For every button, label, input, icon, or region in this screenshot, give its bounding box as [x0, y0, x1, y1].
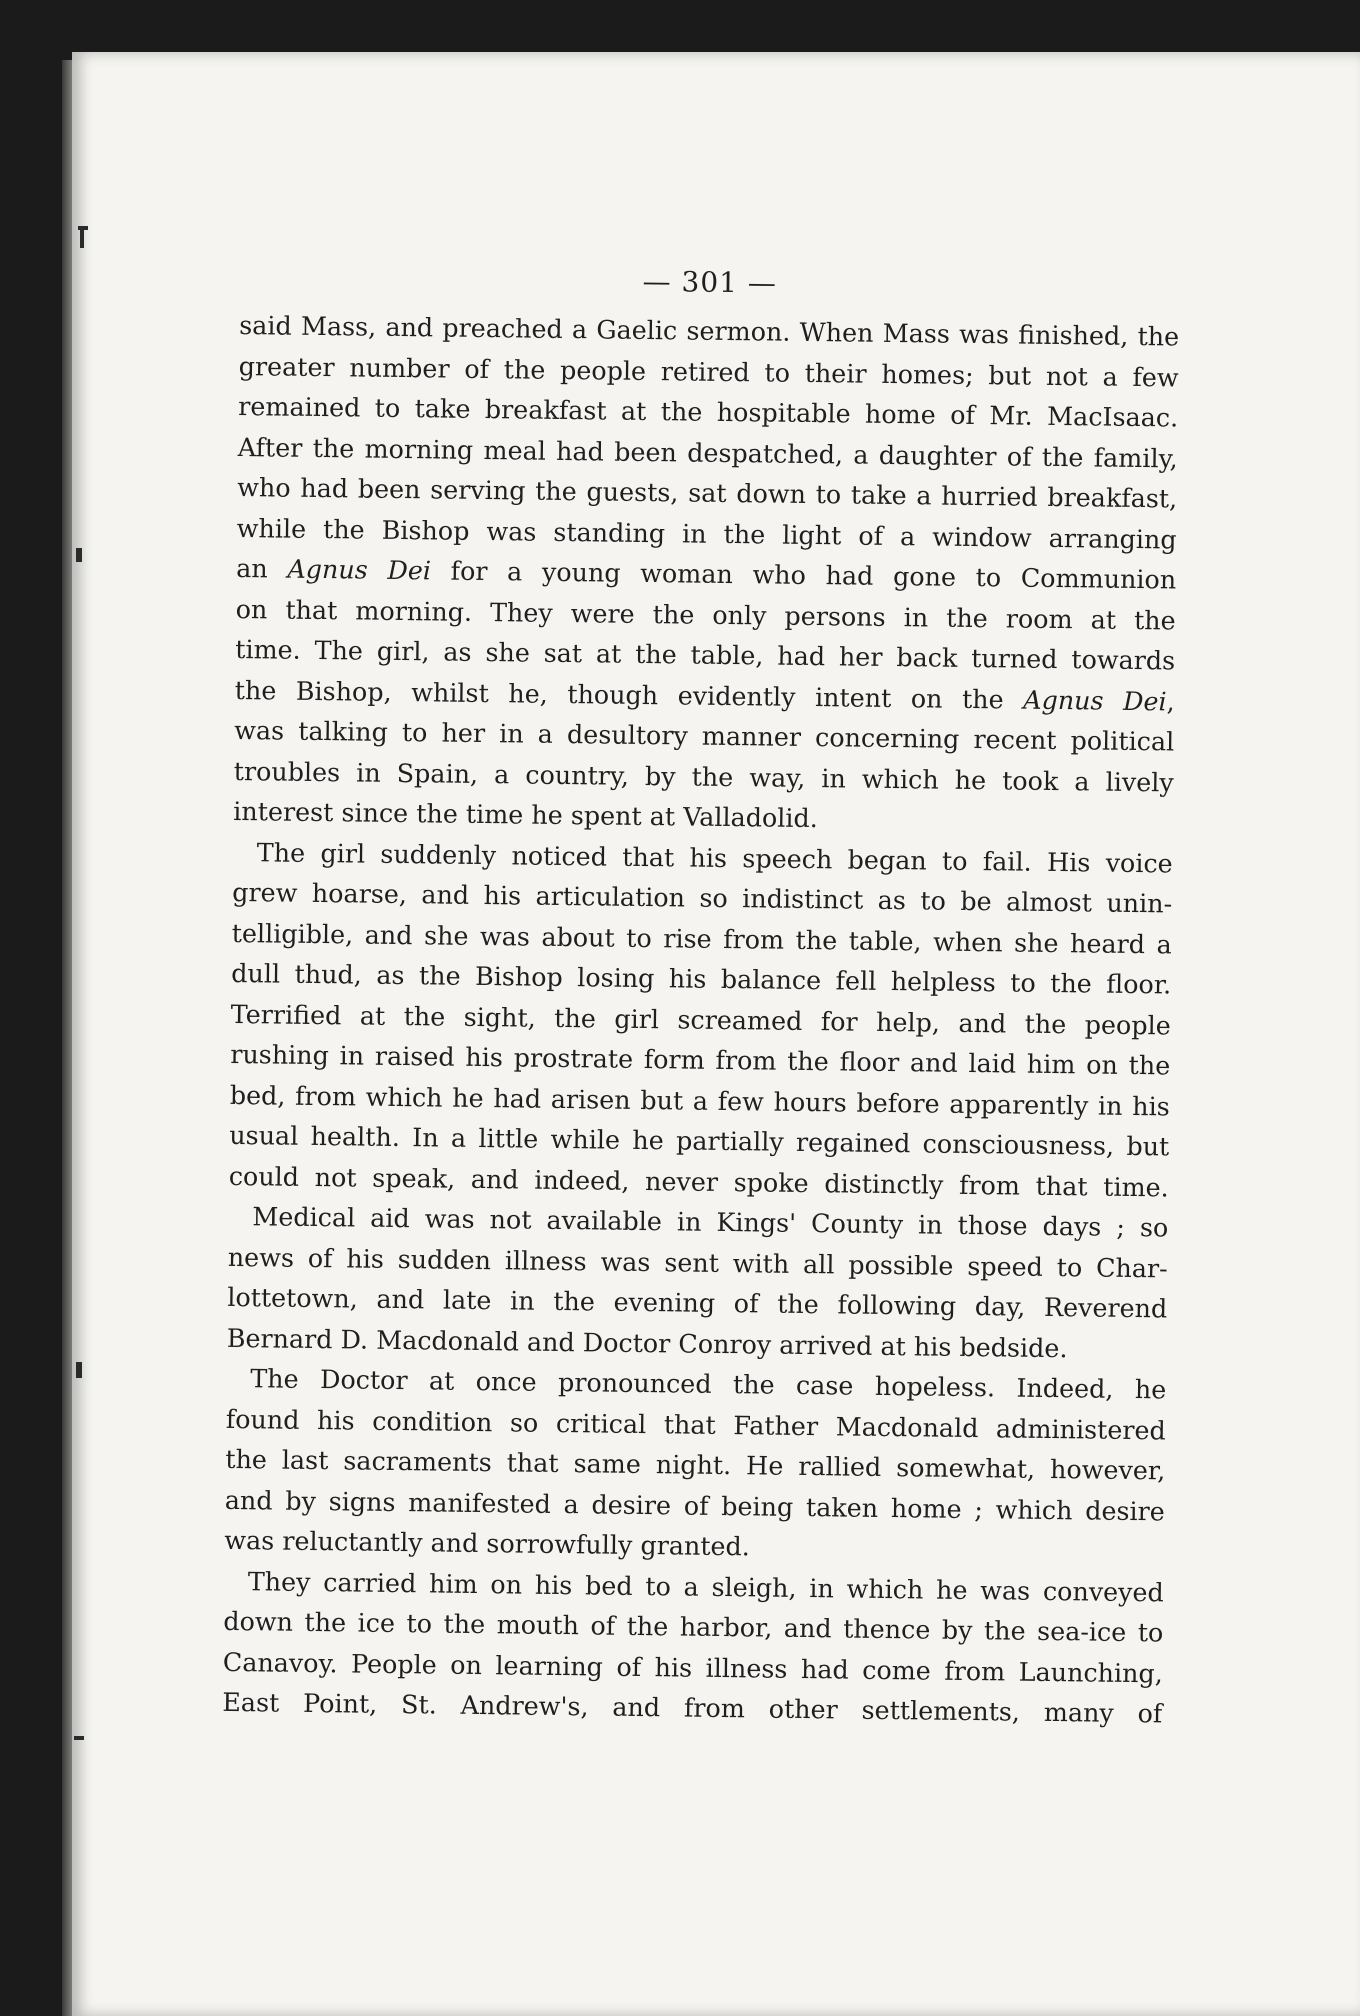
text-line: was reluctantly and sorrowfully granted. [224, 1524, 751, 1562]
margin-mark [80, 230, 84, 248]
italic-phrase: Agnus Dei [1023, 684, 1167, 716]
paragraph-5 [222, 1560, 1164, 1733]
text-line: Medical aid was not available in Kings' County in those days ; so [252, 1201, 1169, 1243]
text-line: The girl suddenly noticed that his speech began to fail. His voice [256, 836, 1173, 878]
text-line: Canavoy. People on learning of his illness had come from Launching, [222, 1646, 1163, 1688]
text-line: was talking to her in a desultory manner concerning recent political [234, 714, 1175, 757]
italic-phrase: Agnus Dei [287, 553, 432, 586]
text-line: while the Bishop was standing in the light of a window arranging [236, 512, 1177, 554]
text-line: East Point, St. Andrew's, and from other settlements, many of [222, 1686, 1163, 1729]
text-line: usual health. In a little while he partially regained consciousness, but [229, 1119, 1170, 1162]
text-line: down the ice to the mouth of the harbor, and thence by the sea-ice to [223, 1605, 1164, 1648]
text-line: who had been serving the guests, sat down to take a hurried breakfast, [237, 471, 1178, 514]
text-line: the last sacraments that same night. He rallied somewhat, however, [225, 1443, 1166, 1486]
paragraph-4 [224, 1358, 1166, 1572]
paragraph-2 [229, 831, 1173, 1207]
text-line: and by signs manifested a desire of being taken home ; which desire [224, 1484, 1165, 1526]
text-line: could not speak, and indeed, never spoke distinctly from that time. [228, 1160, 1169, 1202]
text-line: telligible, and she was about to rise from the table, when she heard a [231, 917, 1172, 959]
text-line: troubles in Spain, a country, by the way, in which he took a lively [233, 755, 1174, 797]
text-line: on that morning. They were the only persons in the room at the [235, 593, 1176, 635]
text-line: dull thud, as the Bishop losing his balance fell helpless to the floor. [231, 957, 1172, 1000]
text-line: an Agnus Dei for a young woman who had gone to Communion [236, 552, 1177, 595]
text-line: lottetown, and late in the evening of the following day, Reverend [227, 1281, 1168, 1324]
text-line: After the morning meal had been despatched, a daughter of the family, [237, 431, 1178, 473]
text-line: The Doctor at once pronounced the case hopeless. Indeed, he [250, 1363, 1167, 1405]
margin-mark [74, 1736, 84, 1740]
text-line: rushing in raised his prostrate form from the floor and laid him on the [230, 1038, 1171, 1081]
text-line: Terrified at the sight, the girl screamed for help, and the people [230, 998, 1171, 1040]
text-line: Bernard D. Macdonald and Doctor Conroy arrived at his bedside. [226, 1322, 1068, 1363]
text-line: found his condition so critical that Father Macdonald administered [225, 1403, 1166, 1445]
margin-mark [76, 1362, 82, 1378]
page-number: — 301 — [642, 264, 778, 300]
text-line: said Mass, and preached a Gaelic sermon. When Mass was finished, the [239, 309, 1180, 352]
text-line: time. The girl, as she sat at the table, had her back turned towards [235, 633, 1176, 676]
text-line: They carried him on his bed to a sleigh, in which he was conveyed [247, 1565, 1164, 1607]
text-line: bed, from which he had arisen but a few hours before apparently in his [229, 1079, 1170, 1121]
margin-mark [76, 548, 82, 562]
paragraph-1 [233, 305, 1179, 843]
text-line: news of his sudden illness was sent with all possible speed to Char- [227, 1241, 1168, 1283]
text-line: the Bishop, whilst he, though evidently intent on the Agnus Dei, [234, 674, 1175, 716]
text-line: interest since the time he spent at Valladolid. [233, 795, 818, 834]
text-line: remained to take breakfast at the hospitable home of Mr. MacIsaac. [238, 390, 1179, 433]
text-line: greater number of the people retired to their homes; but not a few [238, 350, 1179, 392]
text-line: grew hoarse, and his articulation so indistinct as to be almost unin- [232, 876, 1173, 919]
page-text [222, 260, 1180, 1734]
paragraph-3 [227, 1196, 1169, 1369]
